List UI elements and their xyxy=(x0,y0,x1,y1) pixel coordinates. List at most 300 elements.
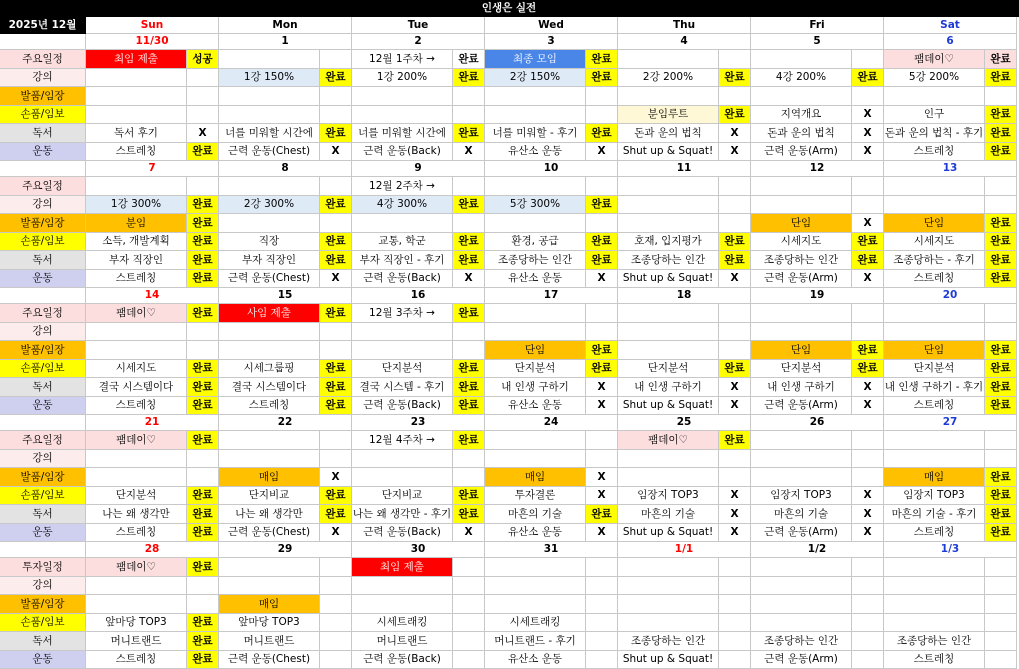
status-cell[interactable]: 완료 xyxy=(719,106,751,125)
status-cell[interactable] xyxy=(187,450,219,469)
task-cell[interactable] xyxy=(884,450,985,469)
task-cell[interactable] xyxy=(485,106,586,125)
status-cell[interactable]: X xyxy=(852,143,884,162)
task-cell[interactable] xyxy=(751,614,852,633)
status-cell[interactable] xyxy=(719,468,751,487)
status-cell[interactable]: 완료 xyxy=(985,397,1017,416)
task-cell[interactable]: 스트레칭 xyxy=(86,143,187,162)
task-cell[interactable]: 근력 운동(Arm) xyxy=(751,524,852,543)
status-cell[interactable] xyxy=(586,632,618,651)
status-cell[interactable]: 완료 xyxy=(586,196,618,215)
status-cell[interactable]: X xyxy=(320,524,352,543)
task-cell[interactable]: 나는 왜 생각만 - 후기 xyxy=(352,505,453,524)
status-cell[interactable] xyxy=(453,341,485,360)
task-cell[interactable] xyxy=(86,69,187,88)
task-cell[interactable] xyxy=(618,595,719,614)
task-cell[interactable]: 근력 운동(Chest) xyxy=(219,143,320,162)
task-cell[interactable] xyxy=(884,323,985,342)
task-cell[interactable]: 머니트랜드 - 후기 xyxy=(485,632,586,651)
task-cell[interactable] xyxy=(751,87,852,106)
status-cell[interactable]: 완료 xyxy=(719,233,751,252)
task-cell[interactable] xyxy=(86,323,187,342)
task-cell[interactable] xyxy=(352,577,453,596)
status-cell[interactable]: 완료 xyxy=(985,378,1017,397)
task-cell[interactable]: 근력 운동(Back) xyxy=(352,651,453,669)
status-cell[interactable] xyxy=(985,614,1017,633)
status-cell[interactable] xyxy=(320,177,352,196)
status-cell[interactable] xyxy=(453,558,485,577)
task-cell[interactable]: 결국 시스템이다 xyxy=(219,378,320,397)
task-cell[interactable]: 근력 운동(Back) xyxy=(352,397,453,416)
status-cell[interactable]: 완료 xyxy=(719,251,751,270)
task-cell[interactable] xyxy=(618,177,719,196)
task-cell[interactable]: 단지비교 xyxy=(352,487,453,506)
status-cell[interactable]: 완료 xyxy=(187,431,219,450)
task-cell[interactable] xyxy=(618,196,719,215)
task-cell[interactable] xyxy=(219,558,320,577)
task-cell[interactable]: 근력 운동(Chest) xyxy=(219,651,320,669)
status-cell[interactable] xyxy=(719,50,751,69)
task-cell[interactable]: 부자 직장인 - 후기 xyxy=(352,251,453,270)
status-cell[interactable] xyxy=(985,595,1017,614)
status-cell[interactable] xyxy=(320,106,352,125)
status-cell[interactable] xyxy=(586,304,618,323)
status-cell[interactable] xyxy=(453,577,485,596)
task-cell[interactable]: 단임 xyxy=(751,341,852,360)
task-cell[interactable] xyxy=(219,323,320,342)
status-cell[interactable] xyxy=(719,577,751,596)
task-cell[interactable] xyxy=(219,177,320,196)
task-cell[interactable]: 단지분석 xyxy=(86,487,187,506)
status-cell[interactable]: X xyxy=(586,378,618,397)
status-cell[interactable] xyxy=(320,577,352,596)
task-cell[interactable]: 스트레칭 xyxy=(884,651,985,669)
task-cell[interactable] xyxy=(219,577,320,596)
task-cell[interactable] xyxy=(352,323,453,342)
status-cell[interactable]: X xyxy=(719,270,751,289)
task-cell[interactable] xyxy=(219,87,320,106)
status-cell[interactable]: 완료 xyxy=(453,505,485,524)
status-cell[interactable] xyxy=(719,304,751,323)
status-cell[interactable]: 완료 xyxy=(586,50,618,69)
status-cell[interactable]: 완료 xyxy=(852,360,884,379)
task-cell[interactable]: Shut up & Squat! xyxy=(618,270,719,289)
task-cell[interactable]: 사임 제출 xyxy=(219,304,320,323)
status-cell[interactable] xyxy=(852,651,884,669)
task-cell[interactable]: 단지비교 xyxy=(219,487,320,506)
task-cell[interactable]: 직장 xyxy=(219,233,320,252)
task-cell[interactable] xyxy=(618,50,719,69)
status-cell[interactable]: 완료 xyxy=(586,233,618,252)
task-cell[interactable]: Shut up & Squat! xyxy=(618,397,719,416)
task-cell[interactable]: 유산소 운동 xyxy=(485,651,586,669)
status-cell[interactable]: 완료 xyxy=(453,378,485,397)
task-cell[interactable]: 근력 운동(Arm) xyxy=(751,143,852,162)
status-cell[interactable] xyxy=(586,450,618,469)
status-cell[interactable]: 완료 xyxy=(453,50,485,69)
task-cell[interactable]: 조종당하는 인간 xyxy=(884,632,985,651)
task-cell[interactable] xyxy=(485,323,586,342)
status-cell[interactable] xyxy=(320,595,352,614)
status-cell[interactable] xyxy=(320,450,352,469)
task-cell[interactable] xyxy=(884,87,985,106)
task-cell[interactable] xyxy=(86,341,187,360)
status-cell[interactable]: 완료 xyxy=(719,360,751,379)
status-cell[interactable] xyxy=(453,614,485,633)
task-cell[interactable]: 인구 xyxy=(884,106,985,125)
status-cell[interactable] xyxy=(985,87,1017,106)
status-cell[interactable]: 완료 xyxy=(985,233,1017,252)
task-cell[interactable]: 조종당하는 인간 xyxy=(485,251,586,270)
status-cell[interactable] xyxy=(719,87,751,106)
status-cell[interactable]: 완료 xyxy=(453,397,485,416)
status-cell[interactable]: 완료 xyxy=(985,341,1017,360)
status-cell[interactable] xyxy=(719,595,751,614)
task-cell[interactable]: 단지분석 xyxy=(884,360,985,379)
task-cell[interactable]: 근력 운동(Arm) xyxy=(751,651,852,669)
task-cell[interactable]: 1강 150% xyxy=(219,69,320,88)
task-cell[interactable] xyxy=(618,214,719,233)
task-cell[interactable]: 내 인생 구하기 - 후기 xyxy=(884,378,985,397)
status-cell[interactable] xyxy=(187,69,219,88)
status-cell[interactable]: 완료 xyxy=(187,378,219,397)
status-cell[interactable] xyxy=(852,468,884,487)
task-cell[interactable]: 내 인생 구하기 xyxy=(485,378,586,397)
status-cell[interactable]: X xyxy=(586,487,618,506)
task-cell[interactable] xyxy=(219,50,320,69)
status-cell[interactable]: 완료 xyxy=(985,270,1017,289)
status-cell[interactable]: 완료 xyxy=(320,124,352,143)
status-cell[interactable] xyxy=(320,323,352,342)
status-cell[interactable]: 완료 xyxy=(985,50,1017,69)
task-cell[interactable] xyxy=(618,558,719,577)
task-cell[interactable]: 최종 모임 xyxy=(485,50,586,69)
status-cell[interactable]: 완료 xyxy=(187,651,219,669)
task-cell[interactable]: 팸데이♡ xyxy=(884,50,985,69)
status-cell[interactable] xyxy=(852,177,884,196)
task-cell[interactable]: 교통, 학군 xyxy=(352,233,453,252)
status-cell[interactable] xyxy=(586,558,618,577)
status-cell[interactable]: 완료 xyxy=(985,69,1017,88)
task-cell[interactable] xyxy=(219,431,320,450)
status-cell[interactable]: 완료 xyxy=(320,378,352,397)
task-cell[interactable] xyxy=(219,341,320,360)
task-cell[interactable]: 단임 xyxy=(751,214,852,233)
status-cell[interactable] xyxy=(586,177,618,196)
status-cell[interactable] xyxy=(852,595,884,614)
task-cell[interactable] xyxy=(219,106,320,125)
status-cell[interactable]: X xyxy=(852,487,884,506)
task-cell[interactable]: 나는 왜 생각만 xyxy=(219,505,320,524)
task-cell[interactable] xyxy=(751,595,852,614)
status-cell[interactable]: 완료 xyxy=(453,304,485,323)
status-cell[interactable]: 완료 xyxy=(320,360,352,379)
status-cell[interactable]: 완료 xyxy=(453,196,485,215)
status-cell[interactable]: 완료 xyxy=(453,251,485,270)
task-cell[interactable]: 스트레칭 xyxy=(86,270,187,289)
status-cell[interactable]: 완료 xyxy=(586,69,618,88)
status-cell[interactable]: 완료 xyxy=(187,524,219,543)
task-cell[interactable]: 지역개요 xyxy=(751,106,852,125)
status-cell[interactable]: 완료 xyxy=(320,505,352,524)
task-cell[interactable] xyxy=(352,214,453,233)
status-cell[interactable]: 완료 xyxy=(453,360,485,379)
status-cell[interactable]: 완료 xyxy=(586,124,618,143)
status-cell[interactable] xyxy=(453,177,485,196)
status-cell[interactable]: 완료 xyxy=(453,487,485,506)
status-cell[interactable]: X xyxy=(719,487,751,506)
status-cell[interactable]: 완료 xyxy=(187,632,219,651)
task-cell[interactable]: 근력 운동(Back) xyxy=(352,270,453,289)
status-cell[interactable]: 완료 xyxy=(985,251,1017,270)
task-cell[interactable]: 유산소 운동 xyxy=(485,143,586,162)
status-cell[interactable]: 완료 xyxy=(187,558,219,577)
status-cell[interactable]: 성공 xyxy=(187,50,219,69)
status-cell[interactable]: X xyxy=(453,524,485,543)
status-cell[interactable] xyxy=(719,341,751,360)
task-cell[interactable] xyxy=(618,577,719,596)
status-cell[interactable] xyxy=(719,323,751,342)
task-cell[interactable]: 조종당하는 - 후기 xyxy=(884,251,985,270)
status-cell[interactable] xyxy=(586,577,618,596)
task-cell[interactable]: 돈과 운의 법칙 xyxy=(618,124,719,143)
task-cell[interactable]: 너를 미워할 시간에 xyxy=(352,124,453,143)
task-cell[interactable]: 마흔의 기술 - 후기 xyxy=(884,505,985,524)
status-cell[interactable]: X xyxy=(719,505,751,524)
task-cell[interactable]: 소득, 개발계획 xyxy=(86,233,187,252)
status-cell[interactable]: 완료 xyxy=(187,487,219,506)
task-cell[interactable]: 임장지 TOP3 xyxy=(751,487,852,506)
task-cell[interactable]: 5강 300% xyxy=(485,196,586,215)
task-cell[interactable]: 최임 제출 xyxy=(86,50,187,69)
status-cell[interactable]: X xyxy=(852,524,884,543)
status-cell[interactable]: X xyxy=(320,143,352,162)
status-cell[interactable] xyxy=(586,87,618,106)
status-cell[interactable] xyxy=(852,304,884,323)
status-cell[interactable] xyxy=(852,558,884,577)
task-cell[interactable] xyxy=(485,214,586,233)
status-cell[interactable] xyxy=(852,431,884,450)
status-cell[interactable]: X xyxy=(852,505,884,524)
task-cell[interactable]: 단지분석 xyxy=(618,360,719,379)
task-cell[interactable] xyxy=(86,177,187,196)
status-cell[interactable] xyxy=(852,577,884,596)
status-cell[interactable] xyxy=(187,577,219,596)
task-cell[interactable] xyxy=(485,577,586,596)
task-cell[interactable]: 1강 300% xyxy=(86,196,187,215)
task-cell[interactable] xyxy=(485,431,586,450)
status-cell[interactable]: 완료 xyxy=(852,341,884,360)
task-cell[interactable] xyxy=(485,450,586,469)
status-cell[interactable] xyxy=(453,468,485,487)
status-cell[interactable]: 완료 xyxy=(586,251,618,270)
task-cell[interactable] xyxy=(884,614,985,633)
task-cell[interactable] xyxy=(219,214,320,233)
status-cell[interactable]: X xyxy=(852,270,884,289)
task-cell[interactable]: 시세그룹핑 xyxy=(219,360,320,379)
task-cell[interactable]: 단지분석 xyxy=(352,360,453,379)
status-cell[interactable]: 완료 xyxy=(985,524,1017,543)
task-cell[interactable]: 스트레칭 xyxy=(219,397,320,416)
task-cell[interactable]: 조종당하는 인간 xyxy=(751,251,852,270)
status-cell[interactable]: 완료 xyxy=(187,614,219,633)
status-cell[interactable] xyxy=(852,632,884,651)
task-cell[interactable] xyxy=(219,450,320,469)
status-cell[interactable] xyxy=(985,558,1017,577)
task-cell[interactable] xyxy=(618,468,719,487)
status-cell[interactable] xyxy=(852,450,884,469)
task-cell[interactable] xyxy=(751,450,852,469)
status-cell[interactable] xyxy=(852,50,884,69)
task-cell[interactable]: 매임 xyxy=(485,468,586,487)
task-cell[interactable] xyxy=(884,577,985,596)
status-cell[interactable]: 완료 xyxy=(187,505,219,524)
task-cell[interactable]: 근력 운동(Chest) xyxy=(219,524,320,543)
status-cell[interactable]: X xyxy=(586,270,618,289)
status-cell[interactable]: 완료 xyxy=(320,233,352,252)
status-cell[interactable] xyxy=(453,106,485,125)
task-cell[interactable]: 근력 운동(Back) xyxy=(352,143,453,162)
status-cell[interactable] xyxy=(719,214,751,233)
status-cell[interactable]: 완료 xyxy=(985,505,1017,524)
status-cell[interactable] xyxy=(985,196,1017,215)
status-cell[interactable] xyxy=(985,651,1017,669)
task-cell[interactable]: Shut up & Squat! xyxy=(618,143,719,162)
status-cell[interactable]: 완료 xyxy=(852,69,884,88)
task-cell[interactable]: 호재, 입지평가 xyxy=(618,233,719,252)
task-cell[interactable]: 팸데이♡ xyxy=(86,558,187,577)
status-cell[interactable] xyxy=(187,323,219,342)
status-cell[interactable]: 완료 xyxy=(187,304,219,323)
status-cell[interactable]: X xyxy=(852,214,884,233)
task-cell[interactable] xyxy=(86,468,187,487)
status-cell[interactable]: 완료 xyxy=(320,251,352,270)
status-cell[interactable] xyxy=(187,595,219,614)
status-cell[interactable]: X xyxy=(852,124,884,143)
task-cell[interactable]: 임장지 TOP3 xyxy=(618,487,719,506)
task-cell[interactable]: 단지분석 xyxy=(751,360,852,379)
status-cell[interactable]: 완료 xyxy=(320,196,352,215)
status-cell[interactable]: 완료 xyxy=(852,251,884,270)
status-cell[interactable]: 완료 xyxy=(187,270,219,289)
task-cell[interactable]: 2강 300% xyxy=(219,196,320,215)
status-cell[interactable] xyxy=(453,632,485,651)
status-cell[interactable]: 완료 xyxy=(320,304,352,323)
task-cell[interactable]: 부자 직장인 xyxy=(219,251,320,270)
task-cell[interactable]: 매임 xyxy=(884,468,985,487)
task-cell[interactable]: 앞마당 TOP3 xyxy=(86,614,187,633)
status-cell[interactable]: X xyxy=(719,397,751,416)
task-cell[interactable]: 근력 운동(Chest) xyxy=(219,270,320,289)
task-cell[interactable]: 팸데이♡ xyxy=(86,304,187,323)
status-cell[interactable]: 완료 xyxy=(985,214,1017,233)
status-cell[interactable]: 완료 xyxy=(719,69,751,88)
status-cell[interactable]: X xyxy=(586,468,618,487)
task-cell[interactable]: Shut up & Squat! xyxy=(618,524,719,543)
status-cell[interactable] xyxy=(187,341,219,360)
task-cell[interactable]: 머니트랜드 xyxy=(86,632,187,651)
task-cell[interactable] xyxy=(751,196,852,215)
status-cell[interactable] xyxy=(985,450,1017,469)
status-cell[interactable] xyxy=(320,431,352,450)
task-cell[interactable] xyxy=(618,450,719,469)
task-cell[interactable]: 머니트랜드 xyxy=(219,632,320,651)
task-cell[interactable] xyxy=(618,323,719,342)
status-cell[interactable]: X xyxy=(453,143,485,162)
task-cell[interactable]: 매임 xyxy=(219,595,320,614)
status-cell[interactable]: 완료 xyxy=(453,233,485,252)
status-cell[interactable] xyxy=(852,614,884,633)
status-cell[interactable]: 완료 xyxy=(187,143,219,162)
status-cell[interactable] xyxy=(320,558,352,577)
task-cell[interactable]: 조종당하는 인간 xyxy=(618,632,719,651)
task-cell[interactable]: 환경, 공급 xyxy=(485,233,586,252)
status-cell[interactable]: X xyxy=(852,106,884,125)
status-cell[interactable] xyxy=(453,87,485,106)
status-cell[interactable]: X xyxy=(719,124,751,143)
task-cell[interactable] xyxy=(751,558,852,577)
status-cell[interactable]: 완료 xyxy=(985,487,1017,506)
task-cell[interactable] xyxy=(884,595,985,614)
task-cell[interactable] xyxy=(485,595,586,614)
status-cell[interactable] xyxy=(320,632,352,651)
status-cell[interactable] xyxy=(586,214,618,233)
task-cell[interactable]: 12월 3주차 → xyxy=(352,304,453,323)
status-cell[interactable] xyxy=(719,196,751,215)
task-cell[interactable] xyxy=(352,595,453,614)
task-cell[interactable]: 시세트래킹 xyxy=(485,614,586,633)
status-cell[interactable] xyxy=(719,632,751,651)
status-cell[interactable]: 완료 xyxy=(320,69,352,88)
status-cell[interactable] xyxy=(985,577,1017,596)
status-cell[interactable]: 완료 xyxy=(586,505,618,524)
status-cell[interactable]: 완료 xyxy=(586,341,618,360)
status-cell[interactable] xyxy=(852,196,884,215)
task-cell[interactable]: 팸데이♡ xyxy=(86,431,187,450)
task-cell[interactable] xyxy=(751,304,852,323)
task-cell[interactable]: 단임 xyxy=(884,214,985,233)
status-cell[interactable] xyxy=(320,214,352,233)
status-cell[interactable] xyxy=(187,87,219,106)
status-cell[interactable]: 완료 xyxy=(985,143,1017,162)
task-cell[interactable] xyxy=(884,431,985,450)
task-cell[interactable] xyxy=(618,614,719,633)
task-cell[interactable]: 머니트랜드 xyxy=(352,632,453,651)
status-cell[interactable] xyxy=(187,106,219,125)
status-cell[interactable]: X xyxy=(187,124,219,143)
status-cell[interactable] xyxy=(719,177,751,196)
task-cell[interactable]: 스트레칭 xyxy=(884,524,985,543)
status-cell[interactable] xyxy=(586,431,618,450)
task-cell[interactable]: 내 인생 구하기 xyxy=(751,378,852,397)
status-cell[interactable] xyxy=(985,323,1017,342)
task-cell[interactable]: 근력 운동(Arm) xyxy=(751,270,852,289)
status-cell[interactable]: 완료 xyxy=(320,397,352,416)
status-cell[interactable] xyxy=(719,558,751,577)
task-cell[interactable]: 내 인생 구하기 xyxy=(618,378,719,397)
task-cell[interactable]: 단지분석 xyxy=(485,360,586,379)
task-cell[interactable]: 스트레칭 xyxy=(884,397,985,416)
status-cell[interactable] xyxy=(453,323,485,342)
task-cell[interactable] xyxy=(618,87,719,106)
task-cell[interactable]: 12월 4주차 → xyxy=(352,431,453,450)
task-cell[interactable] xyxy=(884,558,985,577)
task-cell[interactable]: 4강 200% xyxy=(751,69,852,88)
task-cell[interactable]: 결국 시스템이다 xyxy=(86,378,187,397)
status-cell[interactable]: X xyxy=(586,143,618,162)
task-cell[interactable]: 매임 xyxy=(219,468,320,487)
task-cell[interactable]: 유산소 운동 xyxy=(485,397,586,416)
